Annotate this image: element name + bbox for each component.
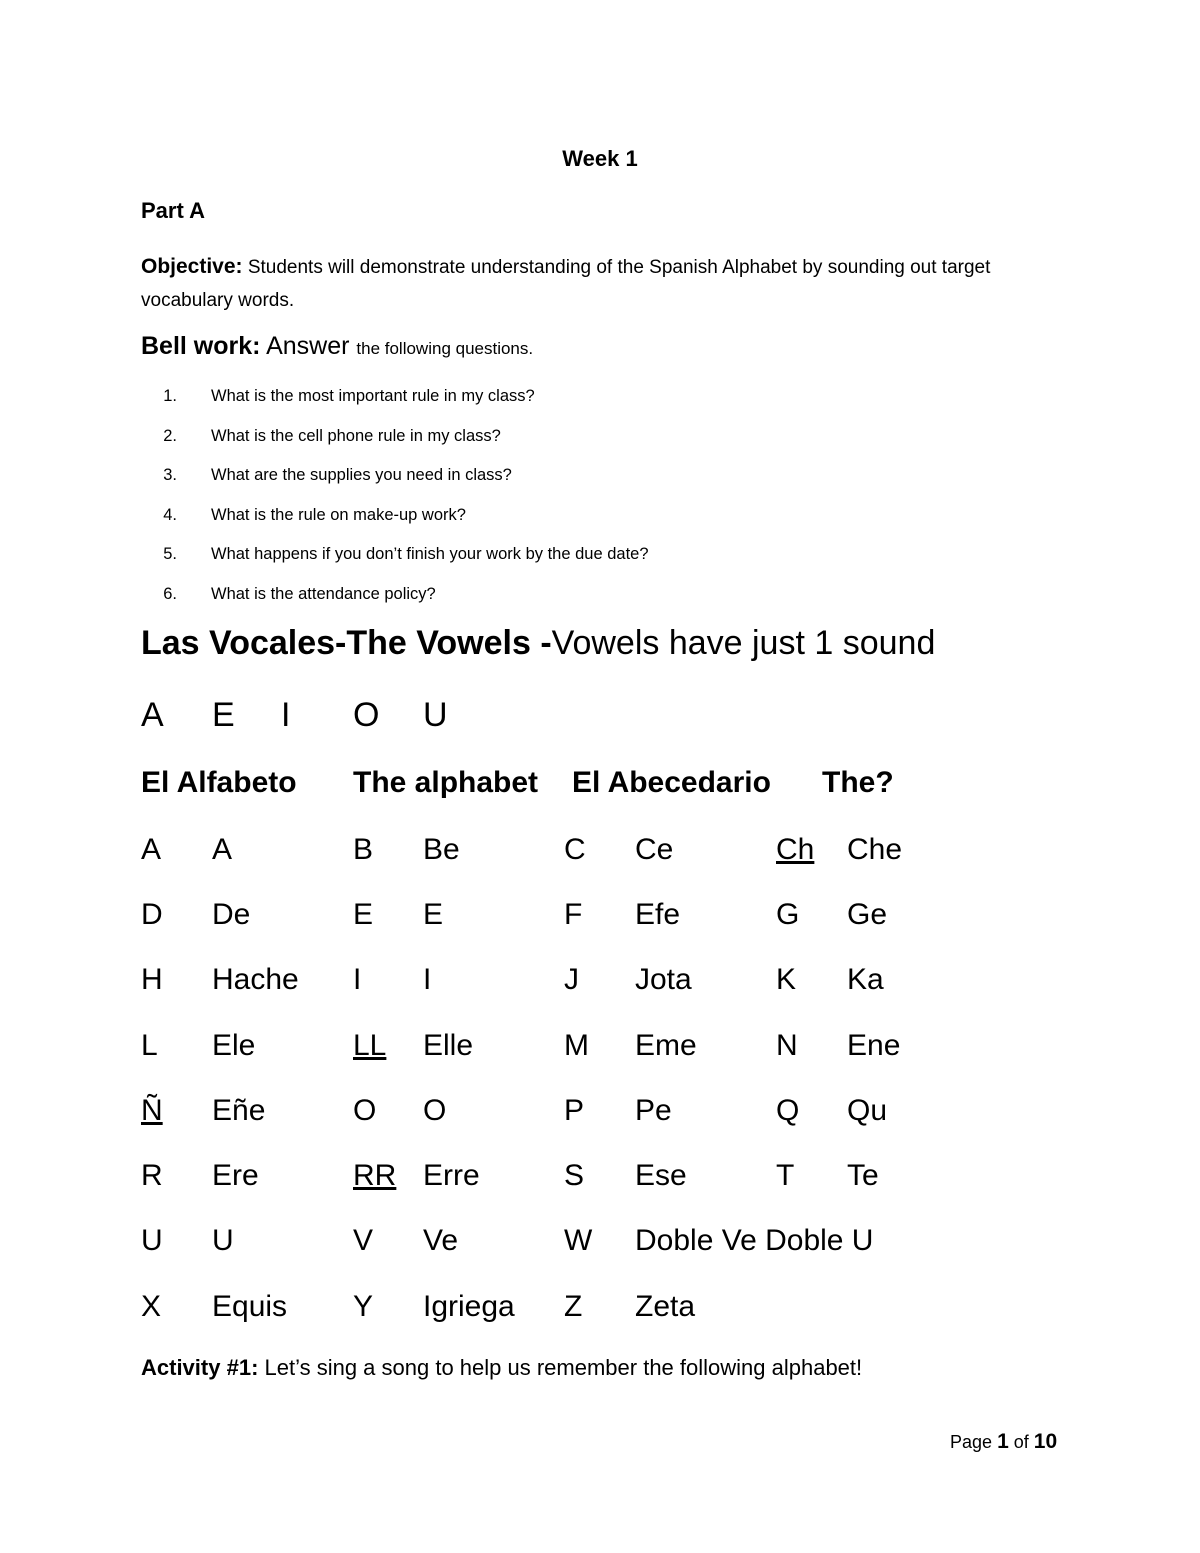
alphabet-name: Equis	[212, 1290, 288, 1323]
alphabet-name: Ge	[847, 898, 888, 931]
alphabet-name: E	[423, 898, 444, 931]
of-word: of	[1013, 1432, 1029, 1452]
alphabet-letter: Y	[353, 1290, 374, 1323]
question-item	[141, 545, 649, 564]
alphabet-name: Hache	[212, 963, 299, 996]
objective-text: Students will demonstrate understanding of the Spanish Alphabet by sounding out target vocabulary words.	[141, 257, 991, 311]
alphabet-letter: G	[776, 898, 800, 931]
alphabet-name: I	[423, 963, 432, 996]
alphabet-letter: K	[776, 963, 797, 996]
question-number: 6.	[163, 585, 177, 603]
bell-work-rest: the following questions.	[356, 339, 534, 358]
question-text: What is the attendance policy?	[211, 585, 436, 603]
alphabet-letter: A	[141, 833, 162, 866]
alphabet-letter: LL	[353, 1029, 387, 1062]
alphabet-heading: The alphabet	[353, 766, 539, 799]
alphabet-name: Ka	[847, 963, 884, 996]
alphabet-name: U	[212, 1224, 234, 1257]
vowel-letter: U	[423, 696, 448, 734]
vowels-heading-rest: Vowels have just 1 sound	[551, 624, 936, 662]
alphabet-name: Ele	[212, 1029, 256, 1062]
alphabet-letter: U	[141, 1224, 163, 1257]
part-heading: Part A	[141, 198, 205, 223]
question-text: What is the most important rule in my class?	[211, 387, 535, 405]
question-item	[141, 466, 512, 485]
alphabet-name: Ce	[635, 833, 674, 866]
alphabet-letter: O	[353, 1094, 377, 1127]
objective-paragraph	[141, 250, 1071, 317]
bell-work-lead: Answer	[266, 332, 350, 360]
alphabet-letter: B	[353, 833, 374, 866]
alphabet-letter: H	[141, 963, 163, 996]
alphabet-name: Eme	[635, 1029, 697, 1062]
alphabet-letter: I	[353, 963, 362, 996]
alphabet-name: Efe	[635, 898, 681, 931]
alphabet-name: De	[212, 898, 251, 931]
question-item	[141, 585, 436, 604]
alphabet-letter: RR	[353, 1159, 397, 1192]
alphabet-letter: T	[776, 1159, 795, 1192]
question-number: 4.	[163, 506, 177, 524]
alphabet-letter: S	[564, 1159, 585, 1192]
alphabet-letter: C	[564, 833, 586, 866]
alphabet-letter: E	[353, 898, 374, 931]
alphabet-name: Qu	[847, 1094, 888, 1127]
vowel-letter: O	[353, 696, 380, 734]
alphabet-name: Ene	[847, 1029, 901, 1062]
alphabet-name: Ere	[212, 1159, 259, 1192]
alphabet-letter: Ch	[776, 833, 815, 866]
alphabet-letter: F	[564, 898, 583, 931]
question-text: What is the cell phone rule in my class?	[211, 427, 501, 445]
question-number: 1.	[163, 387, 177, 405]
vowels-heading	[141, 624, 935, 663]
question-text: What happens if you don’t finish your work by the due date?	[211, 545, 649, 563]
alphabet-name: Elle	[423, 1029, 474, 1062]
question-item	[141, 427, 501, 446]
alphabet-name: Doble Ve Doble U	[635, 1224, 874, 1257]
alphabet-name: Ve	[423, 1224, 459, 1257]
alphabet-name: Ese	[635, 1159, 687, 1192]
alphabet-letter: X	[141, 1290, 162, 1323]
alphabet-letter: Z	[564, 1290, 583, 1323]
alphabet-letter: W	[564, 1224, 593, 1257]
alphabet-name: Che	[847, 833, 903, 866]
alphabet-name: Zeta	[635, 1290, 696, 1323]
alphabet-name: Eñe	[212, 1094, 266, 1127]
alphabet-letter: J	[564, 963, 579, 996]
alphabet-name: Erre	[423, 1159, 480, 1192]
alphabet-letter: Ñ	[141, 1094, 163, 1127]
question-text: What are the supplies you need in class?	[211, 466, 512, 484]
alphabet-letter: P	[564, 1094, 585, 1127]
alphabet-letter: L	[141, 1029, 158, 1062]
alphabet-name: A	[212, 833, 233, 866]
alphabet-name: O	[423, 1094, 447, 1127]
alphabet-letter: M	[564, 1029, 589, 1062]
activity-colon: :	[251, 1355, 259, 1380]
alphabet-name: Igriega	[423, 1290, 515, 1323]
question-item	[141, 506, 466, 525]
vowels-heading-bold: Las Vocales-The Vowels -	[141, 624, 552, 662]
alphabet-name: Pe	[635, 1094, 672, 1127]
total-pages: 10	[1033, 1430, 1058, 1453]
alphabet-letter: N	[776, 1029, 798, 1062]
bell-work-label: Bell work:	[141, 332, 261, 360]
bell-work-heading	[141, 332, 533, 361]
question-text: What is the rule on make-up work?	[211, 506, 466, 524]
question-item	[141, 387, 535, 406]
activity-label: Activity #1	[141, 1355, 252, 1380]
question-number: 3.	[163, 466, 177, 484]
alphabet-letter: R	[141, 1159, 163, 1192]
vowel-letter: I	[281, 696, 291, 734]
alphabet-name: Be	[423, 833, 460, 866]
alphabet-letter: V	[353, 1224, 374, 1257]
objective-label: Objective:	[141, 255, 243, 278]
vowel-letter: E	[212, 696, 235, 734]
page-number	[950, 1430, 1057, 1454]
question-number: 2.	[163, 427, 177, 445]
alphabet-name: Jota	[635, 963, 692, 996]
page-title: Week 1	[562, 146, 638, 171]
alphabet-heading: El Alfabeto	[141, 766, 297, 799]
current-page: 1	[997, 1430, 1009, 1453]
alphabet-heading: The?	[822, 766, 894, 799]
question-number: 5.	[163, 545, 177, 563]
alphabet-name: Te	[847, 1159, 879, 1192]
activity-text: Let’s sing a song to help us remember the following alphabet!	[264, 1355, 863, 1380]
alphabet-letter: D	[141, 898, 163, 931]
alphabet-heading: El Abecedario	[572, 766, 771, 799]
activity-line	[141, 1355, 862, 1381]
alphabet-letter: Q	[776, 1094, 800, 1127]
vowel-letter: A	[141, 696, 164, 734]
page-word: Page	[950, 1432, 993, 1452]
